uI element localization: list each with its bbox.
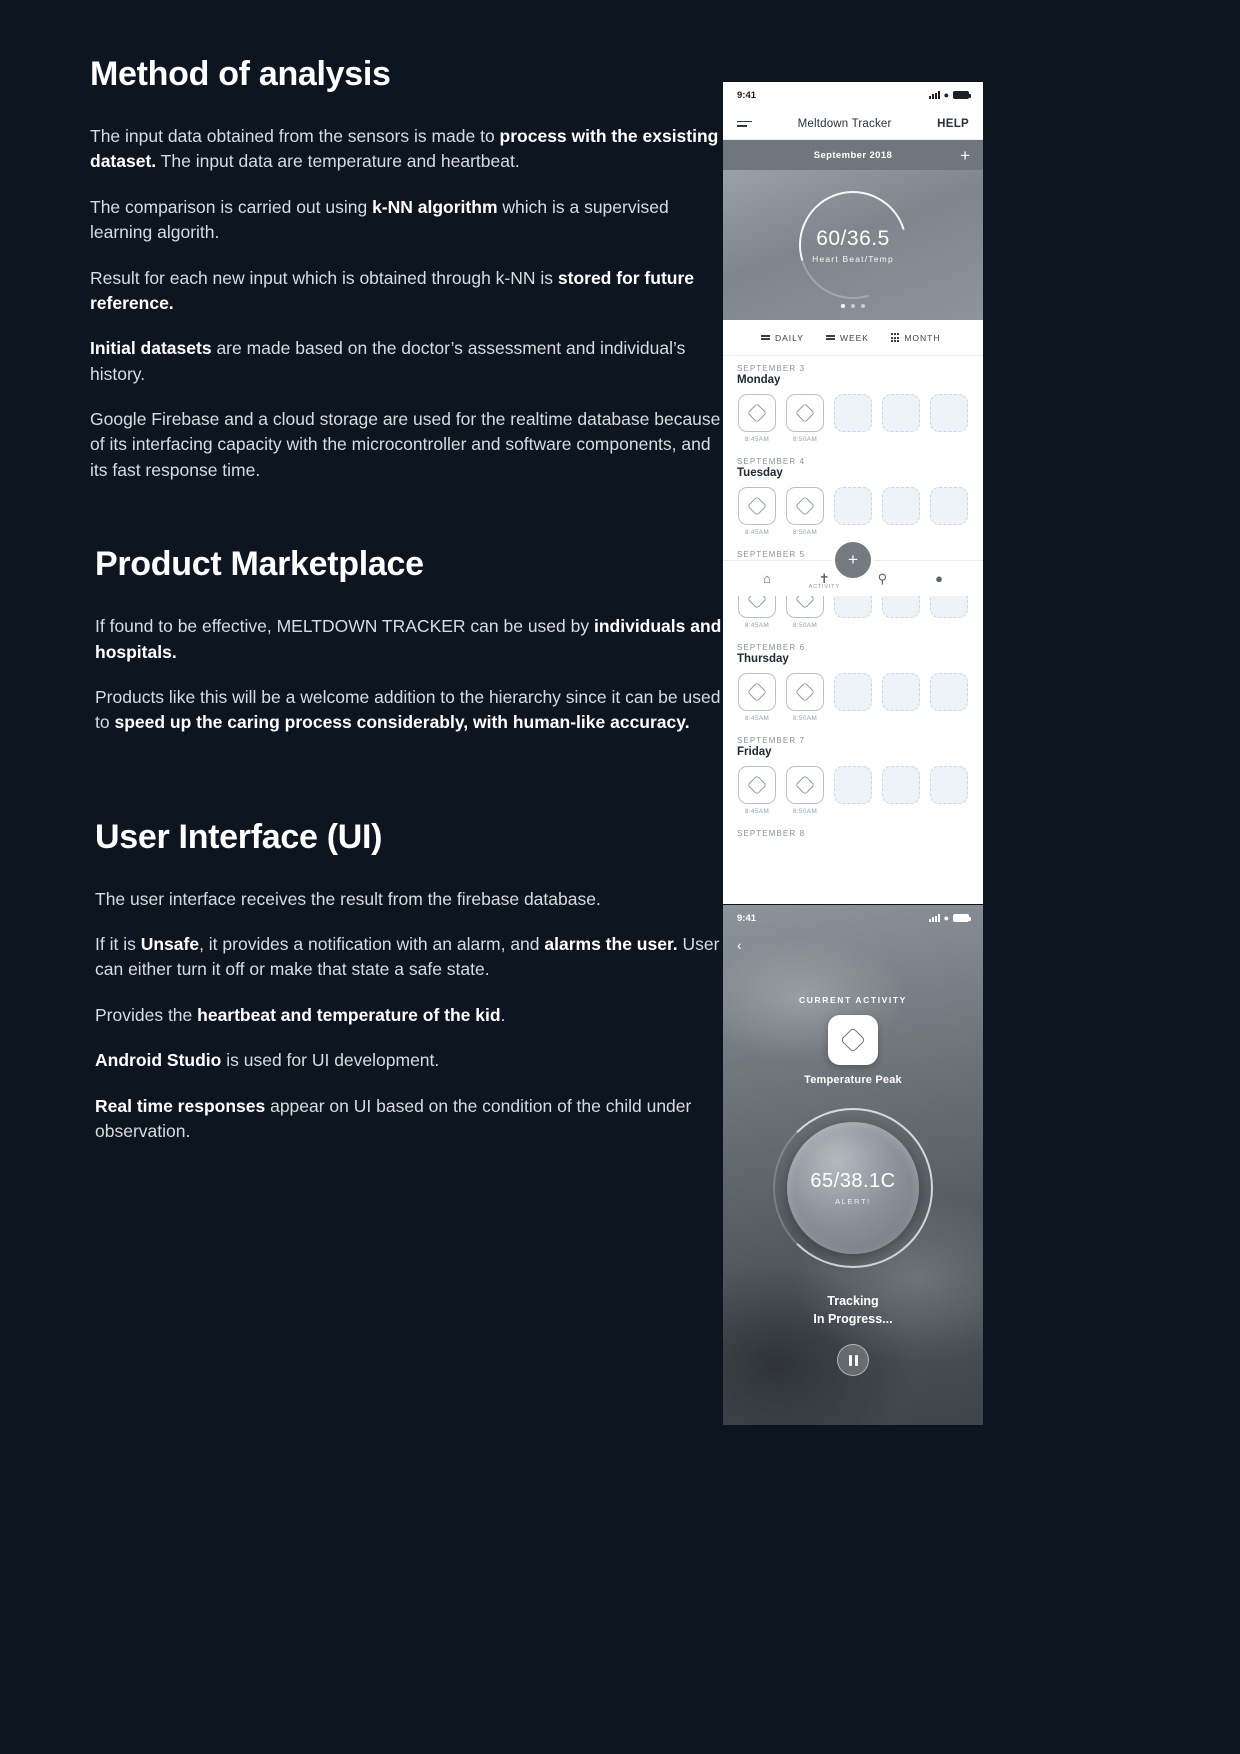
page-title: Method of analysis (90, 55, 391, 93)
nav-search[interactable]: ⚲ (877, 570, 888, 586)
wifi-icon: ● (943, 90, 949, 100)
slot-empty[interactable] (881, 487, 921, 536)
slot[interactable] (737, 766, 777, 815)
list-item[interactable] (723, 635, 983, 728)
slot-empty[interactable] (833, 673, 873, 722)
section-title: Product Marketplace (95, 545, 424, 584)
empty-slot-icon (882, 487, 920, 525)
slot-time: 8:45AM (744, 715, 770, 722)
diamond-icon (786, 487, 824, 525)
paragraph: If found to be effective, MELTDOWN TRACKER can be used by individuals and hospitals. (95, 616, 722, 662)
current-activity-header: CURRENT ACTIVITY (799, 995, 907, 1005)
back-icon[interactable]: ‹ (737, 937, 742, 953)
menu-icon[interactable] (737, 121, 752, 127)
slot[interactable] (785, 766, 825, 815)
tab-week[interactable] (826, 333, 869, 343)
empty-slot-icon (834, 394, 872, 432)
paragraph: The comparison is carried out using k-NN algorithm which is a supervised learning algorith. (90, 196, 669, 243)
month-label: September 2018 (813, 149, 893, 161)
empty-slot-icon (834, 673, 872, 711)
day-date: SEPTEMBER 6 (737, 643, 806, 652)
text-column (90, 55, 730, 1196)
slot-empty[interactable] (929, 766, 969, 815)
slot-time: 8:50AM (792, 622, 818, 629)
diamond-icon (786, 394, 824, 432)
vitals-value: 60/36.5 (816, 226, 890, 250)
reading-gauge (723, 1108, 983, 1268)
phone-mockup-activity (723, 905, 983, 1425)
slot-empty[interactable] (929, 487, 969, 536)
signal-icon (929, 914, 940, 922)
vitals-hero (723, 170, 983, 320)
wifi-icon: ● (943, 913, 949, 923)
status-badge: ALERT! (835, 1197, 871, 1206)
section-user-interface (90, 818, 730, 1145)
pause-icon (855, 1355, 858, 1366)
app-title: Meltdown Tracker (797, 117, 892, 130)
slot-empty[interactable] (833, 766, 873, 815)
list-item[interactable] (723, 821, 983, 844)
empty-slot-icon (882, 673, 920, 711)
day-date: SEPTEMBER 3 (737, 364, 806, 373)
slot-empty[interactable] (881, 766, 921, 815)
empty-slot-icon (882, 394, 920, 432)
empty-slot-icon (834, 487, 872, 525)
lines-icon (761, 335, 770, 340)
diamond-icon (738, 394, 776, 432)
diamond-icon (738, 487, 776, 525)
status-bar (723, 905, 983, 931)
slot-time: 8:45AM (744, 529, 770, 536)
tab-week-label: WEEK (839, 332, 869, 343)
day-date: SEPTEMBER 5 (737, 550, 806, 559)
diamond-icon (738, 766, 776, 804)
empty-slot-icon (882, 766, 920, 804)
slot-time: 8:50AM (792, 529, 818, 536)
diamond-icon (786, 673, 824, 711)
list-item[interactable] (723, 356, 983, 449)
slot-time: 8:45AM (744, 622, 770, 629)
day-name: Thursday (737, 653, 789, 665)
paragraph: Real time responses appear on UI based on the condition of the child under observation. (95, 1095, 692, 1141)
slot-time: 8:50AM (792, 808, 818, 815)
section-title: User Interface (UI) (95, 817, 383, 856)
battery-icon (953, 914, 969, 922)
grid-icon (891, 333, 899, 341)
paragraph: Result for each new input which is obtained through k-NN is stored for future reference. (90, 267, 695, 313)
phone-mockup-tracker (723, 82, 983, 904)
paragraph: Initial datasets are made based on the doctor’s assessment and individual’s history. (90, 338, 686, 384)
tab-month-label: MONTH (904, 332, 941, 343)
carousel-dots[interactable] (723, 304, 983, 308)
day-name: Tuesday (737, 467, 783, 479)
diamond-icon (738, 673, 776, 711)
slot-time: 8:45AM (744, 808, 770, 815)
slot[interactable] (737, 487, 777, 536)
tab-month[interactable] (891, 333, 941, 343)
slot[interactable] (737, 394, 777, 443)
period-segmented-control (723, 320, 983, 356)
day-date: SEPTEMBER 8 (737, 829, 806, 838)
empty-slot-icon (930, 487, 968, 525)
nav-profile[interactable]: ● (935, 571, 943, 586)
slot-empty[interactable] (881, 673, 921, 722)
tracking-status (723, 1292, 983, 1328)
slot-time: 8:50AM (792, 715, 818, 722)
slot-empty[interactable] (881, 394, 921, 443)
slot-time: 8:45AM (744, 436, 770, 443)
app-bar (723, 108, 983, 140)
paragraph: The input data obtained from the sensors is made to process with the exsisting dataset. The input data are temperature and heartbeat. (90, 126, 719, 172)
slot-empty[interactable] (929, 394, 969, 443)
tab-daily-label: DAILY (775, 332, 804, 343)
day-date: SEPTEMBER 4 (737, 457, 806, 466)
vitals-subtitle: Heart Beat/Temp (812, 253, 894, 264)
slot-empty[interactable] (833, 487, 873, 536)
slot[interactable] (785, 673, 825, 722)
empty-slot-icon (834, 766, 872, 804)
slot[interactable] (785, 487, 825, 536)
day-date: SEPTEMBER 7 (737, 736, 806, 745)
add-icon[interactable]: + (960, 145, 970, 165)
paragraph: If it is Unsafe, it provides a notification with an alarm, and alarms the user. User can either turn it off or make that state a safe state. (95, 934, 720, 980)
help-button[interactable]: HELP (937, 117, 969, 130)
section-method-of-analysis (90, 55, 730, 483)
paragraph: Provides the heartbeat and temperature of the kid. (95, 1004, 506, 1025)
status-time: 9:41 (737, 912, 757, 924)
lines-icon (826, 335, 835, 340)
tracking-line-1: Tracking (827, 1294, 879, 1308)
slot[interactable] (785, 394, 825, 443)
battery-icon (953, 91, 969, 99)
slot[interactable] (737, 673, 777, 722)
empty-slot-icon (930, 766, 968, 804)
empty-slot-icon (930, 394, 968, 432)
status-bar (723, 82, 983, 108)
list-item[interactable] (723, 449, 983, 542)
slot-time: 8:50AM (792, 436, 818, 443)
tracking-line-2: In Progress... (813, 1312, 893, 1327)
nav-home[interactable]: ⌂ (762, 571, 771, 586)
day-list (723, 356, 983, 844)
pause-icon (849, 1355, 852, 1366)
paragraph: Google Firebase and a cloud storage are used for the realtime database because of its interfacing capacity with the microcontroller and software components, and its fast response time. (90, 409, 721, 480)
signal-icon (929, 91, 940, 99)
paragraph: Android Studio is used for UI development. (95, 1050, 440, 1071)
slot-empty[interactable] (929, 673, 969, 722)
slot-empty[interactable] (833, 394, 873, 443)
day-name: Monday (737, 374, 781, 386)
section-product-marketplace (90, 545, 730, 736)
reading-value: 65/38.1C (810, 1170, 896, 1192)
paragraph: Products like this will be a welcome addition to the hierarchy since it can be used to speed up the caring process considerably, with human-like accuracy. (95, 686, 721, 733)
nav-activity[interactable]: ✝ ACTIVITY (808, 570, 840, 590)
empty-slot-icon (930, 673, 968, 711)
pause-button[interactable] (837, 1344, 869, 1376)
add-fab-button[interactable]: + (832, 539, 874, 581)
status-time: 9:41 (737, 89, 757, 101)
activity-diamond-icon (828, 1015, 878, 1065)
paragraph: The user interface receives the result from the firebase database. (95, 888, 601, 909)
day-name: Friday (737, 746, 772, 758)
diamond-icon (786, 766, 824, 804)
tab-daily[interactable] (761, 333, 804, 343)
nav-activity-label: ACTIVITY (808, 583, 840, 590)
activity-title: Temperature Peak (804, 1074, 902, 1086)
list-item[interactable] (723, 728, 983, 821)
month-bar (723, 140, 983, 170)
